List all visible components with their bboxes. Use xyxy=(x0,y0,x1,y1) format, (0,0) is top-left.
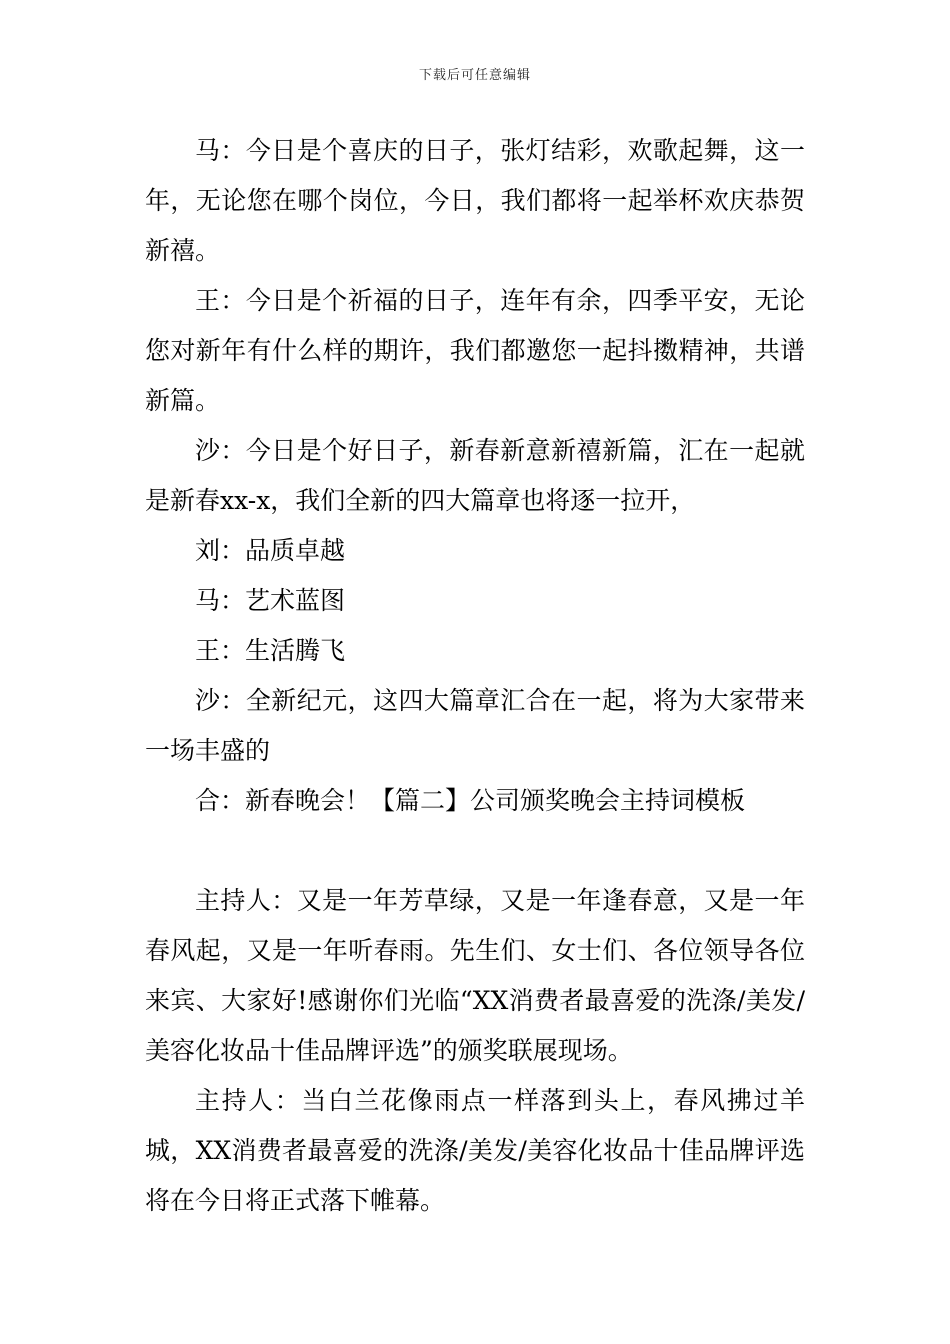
paragraph-host-2: 主持人：当白兰花像雨点一样落到头上，春风拂过羊城，XX消费者最喜爱的洗涤/美发/美容化妆品十佳品牌评选将在今日将正式落下帷幕。 xyxy=(145,1086,805,1215)
page-header-note: 下载后可任意编辑 xyxy=(418,68,531,83)
paragraph-sha-2: 沙：全新纪元，这四大篇章汇合在一起，将为大家带来一场丰盛的 xyxy=(145,686,805,765)
paragraph-liu: 刘：品质卓越 xyxy=(195,536,346,565)
paragraph-sha-1: 沙：今日是个好日子，新春新意新禧新篇，汇在一起就是新春xx-x，我们全新的四大篇章也将逐一拉开， xyxy=(145,436,805,515)
paragraph-host-1: 主持人：又是一年芳草绿，又是一年逢春意，又是一年春风起，又是一年听春雨。先生们、女士们、各位领导各位来宾、大家好!感谢你们光临“XX消费者最喜爱的洗涤/美发/美容化妆品十佳品牌评选”的颁奖联展现场。 xyxy=(145,886,805,1065)
paragraph-ma-2: 马：艺术蓝图 xyxy=(195,586,346,615)
document-body xyxy=(145,126,805,1226)
paragraph-ma-1: 马：今日是个喜庆的日子，张灯结彩，欢歌起舞，这一年，无论您在哪个岗位，今日，我们都将一起举杯欢庆恭贺新禧。 xyxy=(145,136,805,265)
paragraph-together: 合：新春晚会！【篇二】公司颁奖晚会主持词模板 xyxy=(195,786,746,815)
paragraph-wang-2: 王：生活腾飞 xyxy=(195,636,346,665)
paragraph-wang-1: 王：今日是个祈福的日子，连年有余，四季平安，无论您对新年有什么样的期许，我们都邀您一起抖擞精神，共谱新篇。 xyxy=(145,286,805,415)
